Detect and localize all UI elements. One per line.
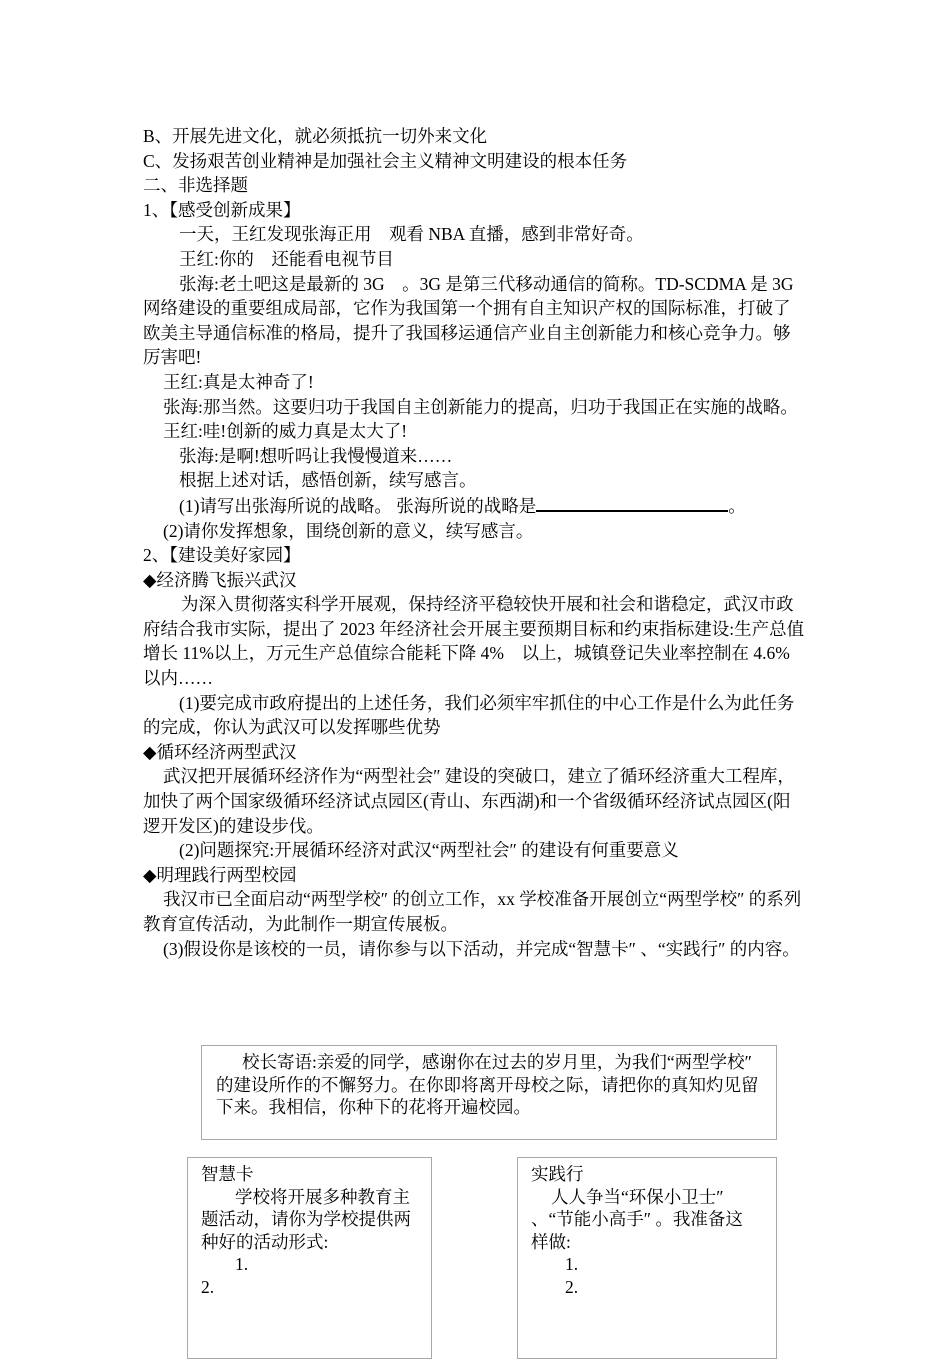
wisdom-card-title: 智慧卡 [201, 1164, 254, 1184]
q2-circular-text: 武汉把开展循环经济作为“两型社会″ 建设的突破口，建立了循环经济重大工程库，加快了两个国家级循环经济试点园区(青山、东西湖)和一个省级循环经济试点园区(阳逻开发区)的建设步伐。 [143, 766, 795, 836]
option-b: B、开展先进文化，就必须抵抗一切外来文化 [143, 126, 488, 146]
wisdom-card-item-2[interactable]: 2. [201, 1276, 215, 1297]
q1-dialogue-wang-1: 王红:你的 还能看电视节目 [179, 248, 394, 269]
q1-sub1-prompt: (1)请写出张海所说的战略。 张海所说的战略是 [179, 495, 537, 516]
q2-subquestion-2: (2)问题探究:开展循环经济对武汉“两型社会″ 的建设有何重要意义 [179, 840, 679, 861]
q1-dialogue-zhang-1: 张海:老土吧这是最新的 3G 。3G 是第三代移动通信的简称。TD-SCDMA 是 3G 网络建设的重要组成局部，它作为我国第一个拥有自主知识产权的国际标准，打破了欧美主导通信标准的格局，提升了我国移运通信产业自主创新能力和核心竞争力。够厉害吧! [143, 273, 794, 368]
principal-message: 校长寄语:亲爱的同学，感谢你在过去的岁月里，为我们“两型学校″ 的建设所作的不懈努力。在你即将离开母校之际，请把你的真知灼见留下来。我相信，你种下的花将开遍校园。 [216, 1052, 759, 1117]
question-2-title: 2、【建设美好家园】 [143, 545, 301, 566]
q2-circular-heading: ◆循环经济两型武汉 [143, 741, 297, 762]
q1-sub1-period: 。 [728, 495, 746, 516]
q1-subquestion-1 [143, 493, 807, 519]
q2-subquestion-1: (1)要完成市政府提出的上述任务，我们必须牢牢抓住的中心工作是什么为此任务的完成，你认为武汉可以发挥哪些优势 [143, 692, 795, 738]
q1-dialogue-wang-2: 王红:真是太神奇了! [163, 371, 314, 392]
q2-school-text: 我汉市已全面启动“两型学校″ 的创立工作，xx 学校准备开展创立“两型学校″ 的系列教育宣传活动，为此制作一期宣传展板。 [143, 889, 802, 934]
q1-dialogue-zhang-3: 张海:是啊!想听吗让我慢慢道来…… [179, 445, 453, 466]
wisdom-card-text: 学校将开展多种教育主题活动，请你为学校提供两种好的活动形式: [201, 1186, 411, 1252]
practice-card [517, 1157, 777, 1359]
q2-economy-heading: ◆经济腾飞振兴武汉 [143, 569, 297, 590]
q1-task: 根据上述对话，感悟创新，续写感言。 [179, 470, 477, 491]
practice-card-item-2[interactable]: 2. [565, 1276, 579, 1297]
wisdom-card-item-1[interactable]: 1. [235, 1254, 249, 1274]
document-body [143, 124, 807, 961]
q1-intro: 一天，王红发现张海正用 观看 NBA 直播，感到非常好奇。 [179, 224, 644, 245]
q1-dialogue-wang-3: 王红:哇!创新的威力真是太大了! [163, 421, 408, 442]
q2-school-heading: ◆明理践行两型校园 [143, 864, 297, 885]
section-heading: 二、非选择题 [143, 175, 248, 196]
practice-card-item-1[interactable]: 1. [565, 1254, 579, 1274]
q2-subquestion-3: (3)假设你是该校的一员，请你参与以下活动，并完成“智慧卡″ 、“实践行″ 的内容。 [163, 938, 800, 959]
question-1-title: 1、【感受创新成果】 [143, 199, 301, 220]
principal-message-box [201, 1045, 777, 1140]
option-c: C、发扬艰苦创业精神是加强社会主义精神文明建设的根本任务 [143, 150, 628, 171]
q2-economy-text: 为深入贯彻落实科学开展观，保持经济平稳较快开展和社会和谐稳定，武汉市政府结合我市实际，提出了 2023 年经济社会开展主要预期目标和约束指标建设:生产总值增长 11%以上，万元生产总值综合能耗下降 4% 以上，城镇登记失业率控制在 4.6%以内…… [143, 594, 805, 689]
answer-blank[interactable] [536, 493, 728, 512]
practice-card-title: 实践行 [531, 1164, 584, 1184]
q1-dialogue-zhang-2: 张海:那当然。这要归功于我国自主创新能力的提高，归功于我国正在实施的战略。 [163, 396, 798, 417]
wisdom-card [187, 1157, 432, 1359]
q1-subquestion-2: (2)请你发挥想象，围绕创新的意义，续写感言。 [163, 520, 534, 541]
practice-card-text: 人人争当“环保小卫士″ 、“节能小高手″ 。我准备这样做: [531, 1186, 743, 1252]
